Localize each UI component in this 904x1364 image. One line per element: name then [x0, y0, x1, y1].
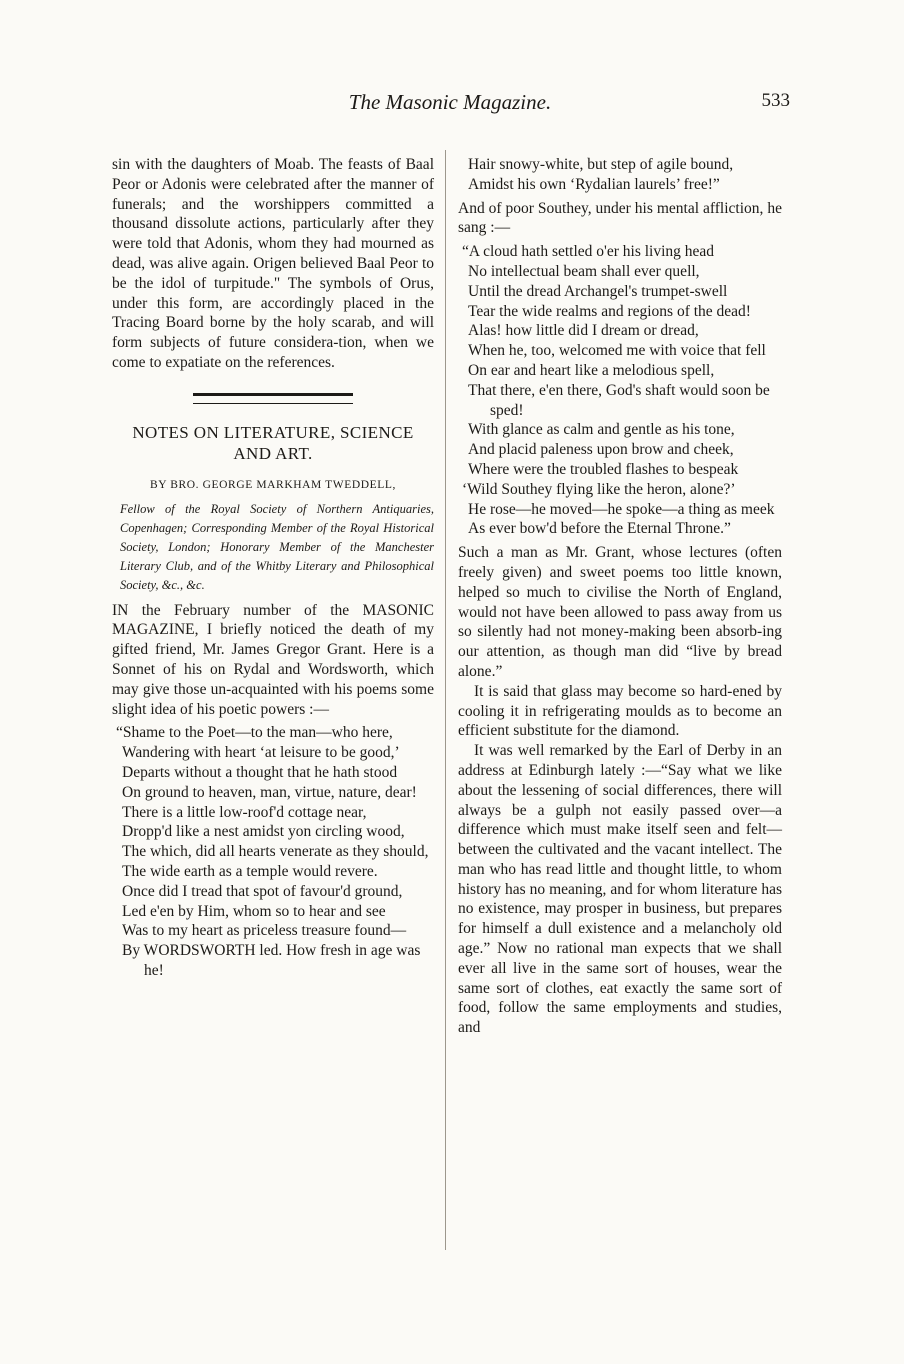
page-header — [110, 90, 790, 120]
author-byline: BY BRO. GEORGE MARKHAM TWEDDELL, — [150, 478, 396, 491]
poem-line: Wandering with heart ‘at leisure to be good,’ — [122, 744, 400, 762]
poem-line: With glance as calm and gentle as his tone, — [468, 421, 735, 439]
southey-intro: And of poor Southey, under his mental affliction, he sang :— — [458, 199, 782, 237]
poem-line: Dropp'd like a nest amidst yon circling wood, — [122, 823, 405, 841]
poem-line: Until the dread Archangel's trumpet-swell — [468, 282, 728, 300]
southey-poem — [458, 242, 782, 539]
paragraph-grant: Such a man as Mr. Grant, whose lectures (often freely given) and sweet poems too little known, helped so much to civilise the North of England, would not have been allowed to pass away from us so silently had not money-making been absorb-ing our attention, as though man did “live by bread alone.” — [458, 544, 782, 680]
opening-paragraph: IN the February number of the MASONIC MAGAZINE, I briefly noticed the death of my gifted friend, Mr. James Gregor Grant. Here is a Sonnet of his on Rydal and Wordsworth, which may give those un-acquainted with his poems some slight idea of his poetic powers :— — [112, 601, 434, 718]
poem-line: When he, too, welcomed me with voice that fell — [468, 342, 766, 360]
poem-line: Led e'en by Him, whom so to hear and see — [122, 902, 386, 920]
poem-line: The wide earth as a temple would revere. — [122, 862, 378, 880]
poem-line: No intellectual beam shall ever quell, — [468, 262, 700, 280]
poem-line: “Shame to the Poet—to the man—who here, — [116, 724, 393, 742]
poem-line: Amidst his own ‘Rydalian laurels’ free!” — [468, 175, 720, 193]
poem-line: Tear the wide realms and regions of the dead! — [468, 302, 751, 320]
column-divider — [445, 150, 446, 1250]
poem-line: There is a little low-roof'd cottage near, — [122, 803, 367, 821]
running-title: The Masonic Magazine. — [348, 90, 552, 114]
poem-line: On ground to heaven, man, virtue, nature, dear! — [122, 783, 417, 801]
poem-line: Alas! how little did I dream or dread, — [468, 322, 699, 340]
poem-line: Was to my heart as priceless treasure found— — [122, 922, 407, 940]
poem-line: ‘Wild Southey flying like the heron, alone?’ — [462, 480, 736, 498]
poem-line: Departs without a thought that he hath stood — [122, 763, 398, 781]
section-divider-ornament — [193, 393, 353, 404]
author-credentials: Fellow of the Royal Society of Northern Antiquaries, Copenhagen; Corresponding Member of the Royal Historical Society, London; Honorary Member of the Manchester Literary Club, and of the Whitby Literary and Philosophical Society, &c., &c. — [120, 501, 434, 592]
poem-line: That there, e'en there, God's shaft would soon be sped! — [468, 381, 770, 419]
poem-line: By WORDSWORTH led. How fresh in age was he! — [122, 942, 421, 979]
poem-line: The which, did all hearts venerate as they should, — [122, 843, 429, 861]
left-column — [112, 155, 434, 985]
poem-line: He rose—he moved—he spoke—a thing as meek — [468, 500, 775, 518]
paragraph-derby: It was well remarked by the Earl of Derby in an address at Edinburgh lately :—“Say what we like about the lessening of social differences, there will always be a gulph not easily passed over—a difference which must make itself seen and felt—between the cultivated and the vacant intellect. The man who has read little and thought little, to whom history has no meaning, and for whom literature has no existence, may prosper in business, but prepares for himself a dull existence and a melancholy old age.” Now no rational man expects that we shall ever all live in the same sort of houses, wear the same sort of clothes, eat exactly the same sort of food, follow the same employments and studies, and — [458, 742, 782, 1037]
page-number: 533 — [761, 90, 790, 111]
poem-line: As ever bow'd before the Eternal Throne.” — [468, 520, 731, 538]
paragraph-glass: It is said that glass may become so hard-ened by cooling it in refrigerating moulds as to become an efficient substitute for the diamond. — [458, 682, 782, 740]
sonnet-continuation — [458, 155, 782, 195]
article-title: NOTES ON LITERATURE, SCIENCE AND ART. — [132, 422, 414, 463]
poem-line: Where were the troubled flashes to bespeak — [468, 460, 739, 478]
poem-line: Hair snowy-white, but step of agile bound, — [468, 156, 734, 173]
poem-line: “A cloud hath settled o'er his living head — [462, 243, 715, 261]
intro-paragraph: sin with the daughters of Moab. The feasts of Baal Peor or Adonis were celebrated after the manner of funerals; and the worshippers committed a thousand dissolute actions, particularly after they were told that Adonis, whom they had mourned as dead, was alive again. Origen believed Baal Peor to be the idol of turpitude." The symbols of Orus, under this form, are accordingly placed in the Tracing Board borne by the holy scarab, and will form subjects of future considera-tion, when we come to expatiate on the references. — [112, 156, 434, 371]
sonnet — [112, 723, 434, 980]
poem-line: On ear and heart like a melodious spell, — [468, 361, 715, 379]
poem-line: And placid paleness upon brow and cheek, — [468, 441, 734, 459]
right-column — [458, 155, 782, 1038]
poem-line: Once did I tread that spot of favour'd ground, — [122, 882, 403, 900]
